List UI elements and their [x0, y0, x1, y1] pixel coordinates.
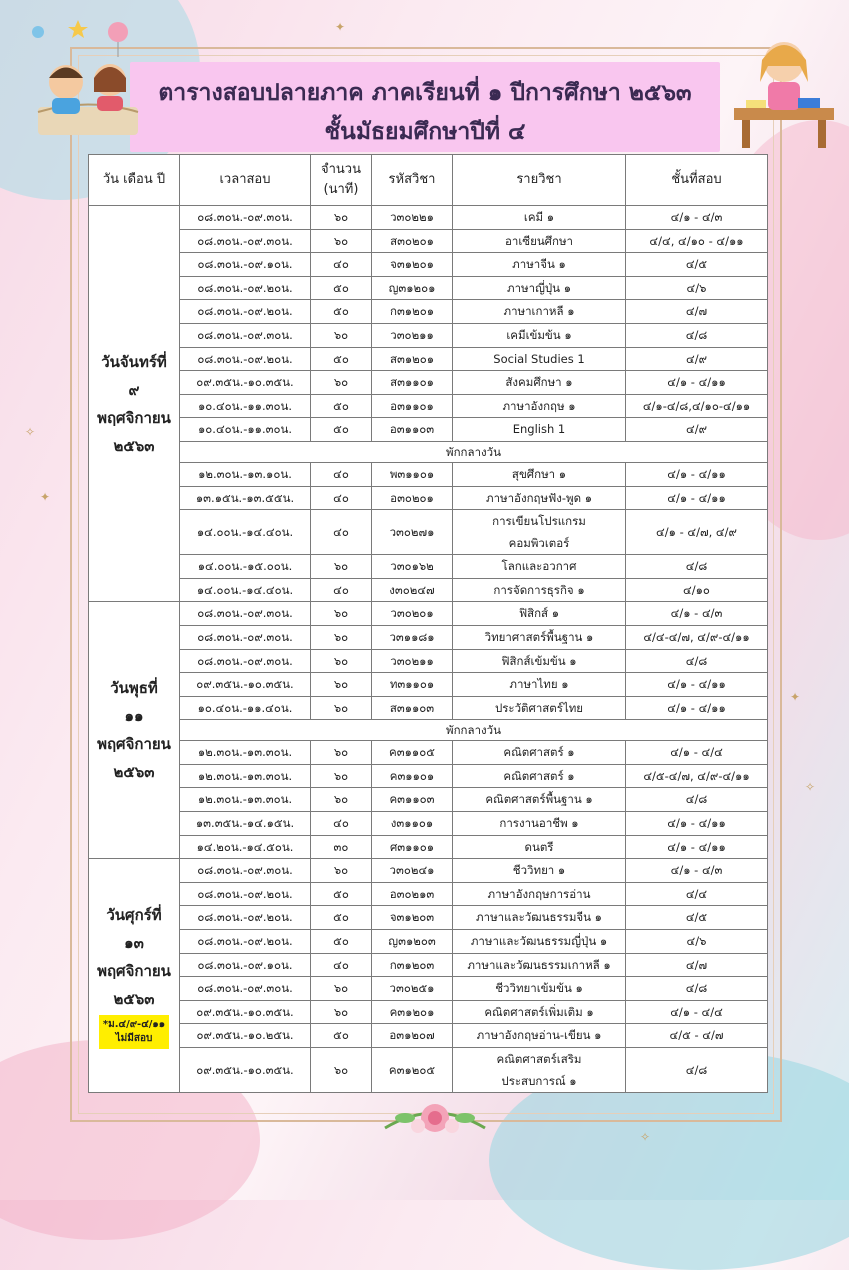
exam-class: ๔/๕ - ๔/๗	[626, 1024, 768, 1048]
exam-day-label: วันจันทร์ที่	[101, 352, 167, 371]
exam-class: ๔/๕	[626, 906, 768, 930]
exam-minutes: ๖๐	[311, 371, 372, 395]
table-row	[89, 696, 768, 720]
exam-minutes: ๖๐	[311, 788, 372, 812]
header-minutes: จำนวน (นาที)	[311, 155, 372, 206]
subject-code: ญ๓๑๒๐๓	[372, 930, 453, 954]
exam-minutes: ๕๐	[311, 1024, 372, 1048]
subject-name: สังคมศึกษา ๑	[453, 371, 626, 395]
exam-class: ๔/๑ - ๔/๑๑	[626, 673, 768, 697]
exam-day-label: พฤศจิกายน	[97, 962, 171, 981]
subject-code: ง๓๐๒๔๗	[372, 578, 453, 602]
exam-class: ๔/๑ - ๔/๑๑	[626, 812, 768, 836]
exam-minutes: ๖๐	[311, 1000, 372, 1024]
exam-class: ๔/๑ - ๔/๔	[626, 1000, 768, 1024]
table-row	[89, 930, 768, 954]
subject-name: ภาษาอังกฤษ ๑	[453, 394, 626, 418]
lunch-break-row	[89, 441, 768, 462]
header-code: รหัสวิชา	[372, 155, 453, 206]
subject-code: ค๓๑๑๐๑	[372, 764, 453, 788]
subject-name: Social Studies 1	[453, 347, 626, 371]
exam-minutes: ๕๐	[311, 394, 372, 418]
subject-name: เคมีเข้มข้น ๑	[453, 323, 626, 347]
lunch-break-label: พักกลางวัน	[180, 441, 768, 462]
flower-illustration	[380, 1088, 490, 1148]
subject-name: วิทยาศาสตร์พื้นฐาน ๑	[453, 625, 626, 649]
subject-name: เคมี ๑	[453, 206, 626, 230]
exam-class: ๔/๑ - ๔/๑๑	[626, 486, 768, 510]
subject-code: ว๓๐๒๗๑	[372, 510, 453, 555]
exam-class: ๔/๑ - ๔/๓	[626, 602, 768, 626]
table-row	[89, 859, 768, 883]
subject-name: อาเซียนศึกษา	[453, 229, 626, 253]
subject-code: ท๓๑๑๐๑	[372, 673, 453, 697]
exam-minutes: ๕๐	[311, 906, 372, 930]
subject-code: ส๓๑๑๐๑	[372, 371, 453, 395]
exam-class: ๔/๑-๔/๘,๔/๑๐-๔/๑๑	[626, 394, 768, 418]
exam-minutes: ๖๐	[311, 649, 372, 673]
subject-name: คณิตศาสตร์ ๑	[453, 764, 626, 788]
table-row	[89, 906, 768, 930]
table-row	[89, 555, 768, 579]
exam-minutes: ๔๐	[311, 462, 372, 486]
exam-class: ๔/๘	[626, 555, 768, 579]
exam-time: ๐๙.๓๕น.-๑๐.๓๕น.	[180, 673, 311, 697]
exam-day-label: ๒๕๖๓	[113, 763, 155, 782]
exam-time: ๑๓.๑๕น.-๑๓.๕๕น.	[180, 486, 311, 510]
exam-class: ๔/๔	[626, 882, 768, 906]
exam-class: ๔/๑ - ๔/๔	[626, 741, 768, 765]
girl-at-desk-illustration	[728, 22, 840, 150]
exam-schedule-table	[88, 154, 767, 1093]
exam-minutes: ๖๐	[311, 555, 372, 579]
subject-name: การงานอาชีพ ๑	[453, 812, 626, 836]
exam-class: ๔/๑ - ๔/๑๑	[626, 462, 768, 486]
table-row	[89, 371, 768, 395]
exam-class: ๔/๑ - ๔/๑๑	[626, 371, 768, 395]
header-time: เวลาสอบ	[180, 155, 311, 206]
subject-code: พ๓๑๑๐๑	[372, 462, 453, 486]
exam-time: ๐๘.๓๐น.-๐๙.๓๐น.	[180, 323, 311, 347]
exam-class: ๔/๔, ๔/๑๐ - ๔/๑๑	[626, 229, 768, 253]
exam-time: ๐๘.๓๐น.-๐๙.๓๐น.	[180, 229, 311, 253]
subject-code: อ๓๑๑๐๑	[372, 394, 453, 418]
table-row	[89, 1048, 768, 1093]
exam-class: ๔/๗	[626, 953, 768, 977]
table-row	[89, 578, 768, 602]
exam-time: ๐๘.๓๐น.-๐๙.๒๐น.	[180, 276, 311, 300]
subject-name: ภาษาจีน ๑	[453, 253, 626, 277]
subject-code: ง๓๑๑๐๑	[372, 812, 453, 836]
exam-day-cell	[89, 859, 180, 1093]
subject-code: ส๓๐๒๐๑	[372, 229, 453, 253]
exam-time: ๐๘.๓๐น.-๐๙.๒๐น.	[180, 930, 311, 954]
exam-class: ๔/๘	[626, 977, 768, 1001]
subject-name: ภาษาอังกฤษฟัง-พูด ๑	[453, 486, 626, 510]
exam-minutes: ๖๐	[311, 1048, 372, 1093]
exam-day-label: วันศุกร์ที่	[106, 906, 162, 925]
exam-day-cell	[89, 206, 180, 602]
subject-name: ภาษาญี่ปุ่น ๑	[453, 276, 626, 300]
page-subtitle: ชั้นมัธยมศึกษาปีที่ ๔	[324, 119, 526, 145]
sparkle-icon: ✧	[25, 425, 36, 439]
exam-minutes: ๖๐	[311, 741, 372, 765]
subject-name: ชีววิทยา ๑	[453, 859, 626, 883]
exam-minutes: ๖๐	[311, 625, 372, 649]
exam-minutes: ๖๐	[311, 977, 372, 1001]
exam-time: ๐๘.๓๐น.-๐๙.๓๐น.	[180, 206, 311, 230]
exam-time: ๐๙.๓๕น.-๑๐.๓๕น.	[180, 1000, 311, 1024]
subject-name: สุขศึกษา ๑	[453, 462, 626, 486]
table-row	[89, 625, 768, 649]
exam-class: ๔/๘	[626, 1048, 768, 1093]
exam-time: ๐๘.๓๐น.-๐๙.๒๐น.	[180, 882, 311, 906]
subject-code: ว๓๐๒๐๑	[372, 602, 453, 626]
subject-code: ส๓๑๒๐๑	[372, 347, 453, 371]
table-row	[89, 394, 768, 418]
subject-name: ฟิสิกส์ ๑	[453, 602, 626, 626]
exam-time: ๑๔.๐๐น.-๑๕.๐๐น.	[180, 555, 311, 579]
exam-time: ๑๒.๓๐น.-๑๓.๓๐น.	[180, 741, 311, 765]
subject-name: คณิตศาสตร์ ๑	[453, 741, 626, 765]
page-title: ตารางสอบปลายภาค ภาคเรียนที่ ๑ ปีการศึกษา ๒๕๖๓	[158, 80, 692, 106]
exam-time: ๐๘.๓๐น.-๐๙.๓๐น.	[180, 859, 311, 883]
subject-name: คณิตศาสตร์เสริม ประสบการณ์ ๑	[453, 1048, 626, 1093]
exam-time: ๐๙.๓๕น.-๑๐.๓๕น.	[180, 1048, 311, 1093]
kids-reading-illustration	[18, 12, 158, 142]
subject-code: ค๓๑๑๐๕	[372, 741, 453, 765]
exam-time: ๐๙.๓๕น.-๑๐.๒๕น.	[180, 1024, 311, 1048]
subject-name: ภาษาและวัฒนธรรมจีน ๑	[453, 906, 626, 930]
exam-class: ๔/๙	[626, 347, 768, 371]
exam-class: ๔/๖	[626, 930, 768, 954]
exam-time: ๑๐.๔๐น.-๑๑.๓๐น.	[180, 394, 311, 418]
table-row	[89, 1000, 768, 1024]
header-date: วัน เดือน ปี	[89, 155, 180, 206]
subject-name: ภาษาไทย ๑	[453, 673, 626, 697]
exam-class: ๔/๔-๔/๗, ๔/๙-๔/๑๑	[626, 625, 768, 649]
exam-day-label: ๑๓	[124, 934, 144, 953]
exam-minutes: ๖๐	[311, 673, 372, 697]
sparkle-icon: ✦	[790, 690, 801, 704]
exam-class: ๔/๖	[626, 276, 768, 300]
exam-class: ๔/๑ - ๔/๑๑	[626, 835, 768, 859]
subject-name: โลกและอวกาศ	[453, 555, 626, 579]
table-row	[89, 1024, 768, 1048]
exam-time: ๐๘.๓๐น.-๐๙.๓๐น.	[180, 625, 311, 649]
exam-time: ๑๒.๓๐น.-๑๓.๑๐น.	[180, 462, 311, 486]
exam-minutes: ๔๐	[311, 812, 372, 836]
exam-minutes: ๕๐	[311, 347, 372, 371]
exam-time: ๑๔.๐๐น.-๑๔.๔๐น.	[180, 578, 311, 602]
subject-code: ค๓๑๑๐๓	[372, 788, 453, 812]
subject-name: คณิตศาสตร์พื้นฐาน ๑	[453, 788, 626, 812]
table-row	[89, 510, 768, 555]
exam-day-label: ๙	[128, 380, 140, 399]
exam-time: ๑๒.๓๐น.-๑๓.๓๐น.	[180, 788, 311, 812]
no-exam-note	[99, 1015, 169, 1049]
exam-minutes: ๕๐	[311, 276, 372, 300]
note-line: ไม่มีสอบ	[115, 1033, 153, 1045]
exam-minutes: ๖๐	[311, 696, 372, 720]
exam-time: ๑๔.๒๐น.-๑๔.๕๐น.	[180, 835, 311, 859]
exam-minutes: ๖๐	[311, 602, 372, 626]
subject-name: ภาษาเกาหลี ๑	[453, 300, 626, 324]
subject-code: ญ๓๑๒๐๑	[372, 276, 453, 300]
table-row	[89, 602, 768, 626]
exam-time: ๐๘.๓๐น.-๐๙.๓๐น.	[180, 602, 311, 626]
exam-minutes: ๖๐	[311, 323, 372, 347]
subject-code: ว๓๐๒๑๑	[372, 649, 453, 673]
subject-name: การเขียนโปรแกรม คอมพิวเตอร์	[453, 510, 626, 555]
header-subject: รายวิชา	[453, 155, 626, 206]
table-row	[89, 788, 768, 812]
exam-time: ๐๘.๓๐น.-๐๙.๒๐น.	[180, 906, 311, 930]
exam-minutes: ๓๐	[311, 835, 372, 859]
exam-minutes: ๔๐	[311, 486, 372, 510]
subject-code: ว๓๐๒๑๑	[372, 323, 453, 347]
exam-minutes: ๔๐	[311, 953, 372, 977]
subject-code: ส๓๑๑๐๓	[372, 696, 453, 720]
table-row	[89, 977, 768, 1001]
exam-class: ๔/๘	[626, 323, 768, 347]
subject-name: คณิตศาสตร์เพิ่มเติม ๑	[453, 1000, 626, 1024]
subject-code: อ๓๐๒๑๓	[372, 882, 453, 906]
exam-minutes: ๖๐	[311, 859, 372, 883]
subject-name: ภาษาอังกฤษการอ่าน	[453, 882, 626, 906]
table-row	[89, 462, 768, 486]
table-row	[89, 206, 768, 230]
table-row	[89, 882, 768, 906]
subject-name: ภาษาและวัฒนธรรมญี่ปุ่น ๑	[453, 930, 626, 954]
subject-code: ค๓๑๒๐๕	[372, 1048, 453, 1093]
exam-minutes: ๕๐	[311, 930, 372, 954]
sparkle-icon: ✧	[805, 780, 816, 794]
exam-time: ๑๐.๔๐น.-๑๑.๓๐น.	[180, 418, 311, 442]
exam-class: ๔/๙	[626, 418, 768, 442]
subject-name: การจัดการธุรกิจ ๑	[453, 578, 626, 602]
sparkle-icon: ✧	[640, 1130, 651, 1144]
exam-time: ๐๘.๓๐น.-๐๙.๒๐น.	[180, 300, 311, 324]
exam-time: ๑๔.๐๐น.-๑๔.๔๐น.	[180, 510, 311, 555]
subject-code: จ๓๑๒๐๑	[372, 253, 453, 277]
table-row	[89, 418, 768, 442]
exam-minutes: ๖๐	[311, 229, 372, 253]
sparkle-icon: ✦	[335, 20, 346, 34]
subject-code: อ๓๐๒๐๑	[372, 486, 453, 510]
exam-time: ๑๒.๓๐น.-๑๓.๓๐น.	[180, 764, 311, 788]
exam-class: ๔/๑๐	[626, 578, 768, 602]
exam-minutes: ๔๐	[311, 578, 372, 602]
table-row	[89, 323, 768, 347]
exam-day-label: วันพุธที่	[110, 679, 158, 698]
exam-time: ๐๘.๓๐น.-๐๙.๓๐น.	[180, 649, 311, 673]
subject-name: English 1	[453, 418, 626, 442]
subject-code: จ๓๑๒๐๓	[372, 906, 453, 930]
table-row	[89, 347, 768, 371]
lunch-break-row	[89, 720, 768, 741]
subject-name: ชีววิทยาเข้มข้น ๑	[453, 977, 626, 1001]
table-row	[89, 229, 768, 253]
exam-minutes: ๔๐	[311, 510, 372, 555]
subject-code: ค๓๑๒๐๑	[372, 1000, 453, 1024]
table-row	[89, 835, 768, 859]
table-row	[89, 953, 768, 977]
exam-class: ๔/๕-๔/๗, ๔/๙-๔/๑๑	[626, 764, 768, 788]
exam-class: ๔/๑ - ๔/๗, ๔/๙	[626, 510, 768, 555]
exam-class: ๔/๑ - ๔/๓	[626, 859, 768, 883]
exam-time: ๑๓.๓๕น.-๑๔.๑๕น.	[180, 812, 311, 836]
subject-name: ฟิสิกส์เข้มข้น ๑	[453, 649, 626, 673]
table-row	[89, 276, 768, 300]
subject-code: ก๓๑๒๐๑	[372, 300, 453, 324]
exam-class: ๔/๘	[626, 788, 768, 812]
table-row	[89, 253, 768, 277]
subject-code: ก๓๑๒๐๓	[372, 953, 453, 977]
exam-time: ๐๙.๓๕น.-๑๐.๓๕น.	[180, 371, 311, 395]
subject-name: ภาษาและวัฒนธรรมเกาหลี ๑	[453, 953, 626, 977]
exam-class: ๔/๑ - ๔/๓	[626, 206, 768, 230]
subject-code: อ๓๑๒๐๗	[372, 1024, 453, 1048]
table-row	[89, 486, 768, 510]
exam-minutes: ๕๐	[311, 418, 372, 442]
table-header-row	[89, 155, 768, 206]
exam-time: ๐๘.๓๐น.-๐๙.๒๐น.	[180, 347, 311, 371]
subject-code: ว๓๐๑๖๒	[372, 555, 453, 579]
exam-minutes: ๖๐	[311, 764, 372, 788]
exam-class: ๔/๗	[626, 300, 768, 324]
subject-code: อ๓๑๑๐๓	[372, 418, 453, 442]
subject-code: ว๓๐๒๕๑	[372, 977, 453, 1001]
subject-code: ศ๓๑๑๐๑	[372, 835, 453, 859]
subject-name: ประวัติศาสตร์ไทย	[453, 696, 626, 720]
exam-minutes: ๕๐	[311, 300, 372, 324]
exam-class: ๔/๕	[626, 253, 768, 277]
lunch-break-label: พักกลางวัน	[180, 720, 768, 741]
exam-minutes: ๕๐	[311, 882, 372, 906]
exam-day-label: ๒๕๖๓	[113, 990, 155, 1009]
exam-time: ๐๘.๓๐น.-๐๙.๑๐น.	[180, 253, 311, 277]
header-class: ชั้นที่สอบ	[626, 155, 768, 206]
exam-day-label: ๒๕๖๓	[113, 436, 155, 455]
table-row	[89, 300, 768, 324]
table-row	[89, 673, 768, 697]
table-row	[89, 741, 768, 765]
table-row	[89, 812, 768, 836]
subject-code: ว๓๐๒๒๑	[372, 206, 453, 230]
subject-name: ภาษาอังกฤษอ่าน-เขียน ๑	[453, 1024, 626, 1048]
exam-class: ๔/๘	[626, 649, 768, 673]
subject-name: ดนตรี	[453, 835, 626, 859]
exam-day-label: ๑๑	[124, 707, 144, 726]
table-row	[89, 649, 768, 673]
sparkle-icon: ✦	[40, 490, 51, 504]
exam-time: ๐๘.๓๐น.-๐๙.๑๐น.	[180, 953, 311, 977]
exam-class: ๔/๑ - ๔/๑๑	[626, 696, 768, 720]
exam-minutes: ๔๐	[311, 253, 372, 277]
table-row	[89, 764, 768, 788]
subject-code: ว๓๑๑๘๑	[372, 625, 453, 649]
exam-minutes: ๖๐	[311, 206, 372, 230]
note-line: *ม.๔/๙-๔/๑๑	[102, 1019, 166, 1031]
exam-day-label: พฤศจิกายน	[97, 408, 171, 427]
exam-day-label: พฤศจิกายน	[97, 735, 171, 754]
exam-time: ๐๘.๓๐น.-๐๙.๓๐น.	[180, 977, 311, 1001]
exam-day-cell	[89, 602, 180, 859]
subject-code: ว๓๐๒๔๑	[372, 859, 453, 883]
exam-time: ๑๐.๔๐น.-๑๑.๔๐น.	[180, 696, 311, 720]
